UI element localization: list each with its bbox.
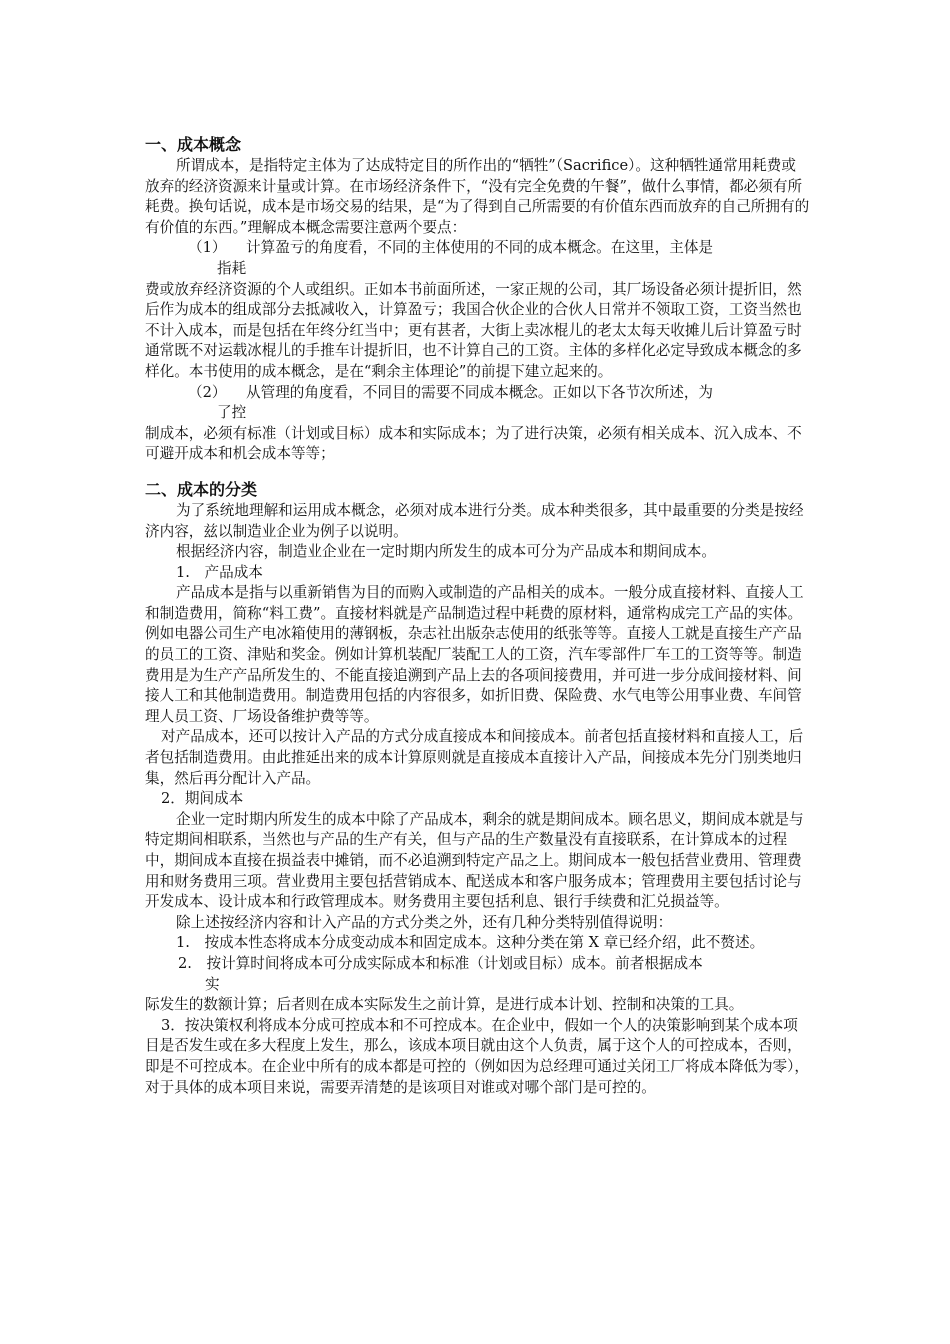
subsection-title-product-cost: 1. 产品成本 xyxy=(176,563,263,581)
item-number: （2） xyxy=(188,383,227,401)
product-cost-paragraph-2: 对产品成本，还可以按计入产品的方式分成直接成本和间接成本。前者包括直接材料和直接人工，后者包括制造费用。由此推延出来的成本计算原则就是直接成本直接计入产品，间接成本先分门别类地归集，然后再分配计入产品。 xyxy=(145,728,804,787)
list-item-2-line: 2. 按计算时间将成本可分成实际成本和标准（计划或目标）成本。前者根据成本 xyxy=(178,954,703,972)
section1-paragraph: 所谓成本，是指特定主体为了达成特定目的所作出的“牺牲”（Sacrifice）。这种牺牲通常用耗费或放弃的经济资源来计量或计算。在市场经济条件下，“没有完全免费的午餐”，做什么事情，都必须有所耗费。换句话说，成本是市场交易的结果，是“为了得到自己所需要的有价值东西而放弃的自己所拥有的有价值的东西。”理解成本概念需要注意两个要点： xyxy=(145,157,810,236)
document-page xyxy=(145,134,810,1098)
item-text-wrap: 了控 xyxy=(217,404,247,422)
list-item-3: 3．按决策权利将成本分成可控成本和不可控成本。在企业中，假如一个人的决策影响到某个成本项目是否发生或在多大程度上发生，那么，该成本项目就由这个人负责，属于这个人的可控成本，否则，即是不可控成本。在企业中所有的成本都是可控的（例如因为总经理可通过关闭工厂将成本降低为零），对于具体的成本项目来说，需要弄清楚的是该项目对谁或对哪个部门是可控的。 xyxy=(145,1016,810,1096)
section2-paragraph-1: 为了系统地理解和运用成本概念，必须对成本进行分类。成本种类很多，其中最重要的分类是按经济内容，兹以制造业企业为例子以说明。 xyxy=(145,501,804,540)
section1-heading: 一、成本概念 xyxy=(145,135,242,154)
item-continuation: 制成本，必须有标准（计划或目标）成本和实际成本；为了进行决策，必须有相关成本、沉入成本、不可避开成本和机会成本等等； xyxy=(145,424,802,463)
item-number: （1） xyxy=(188,239,227,257)
period-cost-paragraph: 企业一定时期内所发生的成本中除了产品成本，剩余的就是期间成本。顾名思义，期间成本就是与特定期间相联系，当然也与产品的生产有关，但与产品的生产数量没有直接联系，在计算成本的过程中，期间成本直接在损益表中摊销，而不必追溯到特定产品之上。期间成本一般包括营业费用、管理费用和财务费用三项。营业费用主要包括营销成本、配送成本和客户服务成本；管理费用主要包括讨论与开发成本、设计成本和行政管理成本。财务费用主要包括利息、银行手续费和汇兑损益等。 xyxy=(145,810,804,911)
section2-paragraph-3: 除上述按经济内容和计入产品的方式分类之外，还有几种分类特别值得说明： xyxy=(176,913,673,931)
list-item-2 xyxy=(145,954,810,1016)
section2-heading: 二、成本的分类 xyxy=(145,479,258,499)
list-item-2-wrap: 实 xyxy=(205,975,220,993)
item-text-wrap: 指耗 xyxy=(217,259,247,277)
item-continuation: 费或放弃经济资源的个人或组织。正如本书前面所述，一家正规的公司，其厂场设备必须计提折旧，然后作为成本的组成部分去抵减收入，计算盈亏；我国合伙企业的合伙人日常并不领取工资，工资当然也不计入成本，而是包括在年终分红当中；更有甚者，大街上卖冰棍儿的老太太每天收摊儿后计算盈亏时通常既不对运载冰棍儿的手推车计提折旧，也不计算自己的工资。主体的多样化必定导致成本概念的多样化。本书使用的成本概念，是在“剩余主体理论”的前提下建立起来的。 xyxy=(145,280,802,380)
section1-item-1 xyxy=(145,238,810,382)
item-text: 计算盈亏的角度看，不同的主体使用的不同的成本概念。在这里，主体是 xyxy=(246,239,714,257)
section2-paragraph-2: 根据经济内容，制造业企业在一定时期内所发生的成本可分为产品成本和期间成本。 xyxy=(176,543,716,561)
list-item-2-continuation: 际发生的数额计算；后者则在成本实际发生之前计算，是进行成本计划、控制和决策的工具。 xyxy=(145,996,744,1014)
product-cost-paragraph-1: 产品成本是指与以重新销售为目的而购入或制造的产品相关的成本。一般分成直接材料、直接人工和制造费用，简称“料工费”。直接材料就是产品制造过程中耗费的原材料，通常构成完工产品的实体。例如电器公司生产电冰箱使用的薄钢板，杂志社出版杂志使用的纸张等等。直接人工就是直接生产产品的员工的工资、津贴和奖金。例如计算机装配厂装配工人的工资，汽车零部件厂车工的工资等等。制造费用是为生产产品所发生的、不能直接追溯到产品上去的各项间接费用，并可进一步分成间接材料、间接人工和其他制造费用。制造费用包括的内容很多，如折旧费、保险费、水气电等公用事业费、车间管理人员工资、厂场设备维护费等等。 xyxy=(145,584,804,725)
section1-item-2 xyxy=(145,383,810,465)
subsection-title-period-cost: 2．期间成本 xyxy=(161,790,244,808)
list-item-1: 1. 按成本性态将成本分成变动成本和固定成本。这种分类在第 X 章已经介绍，此不赘述。 xyxy=(176,934,765,952)
item-text: 从管理的角度看，不同目的需要不同成本概念。正如以下各节次所述，为 xyxy=(246,383,714,401)
